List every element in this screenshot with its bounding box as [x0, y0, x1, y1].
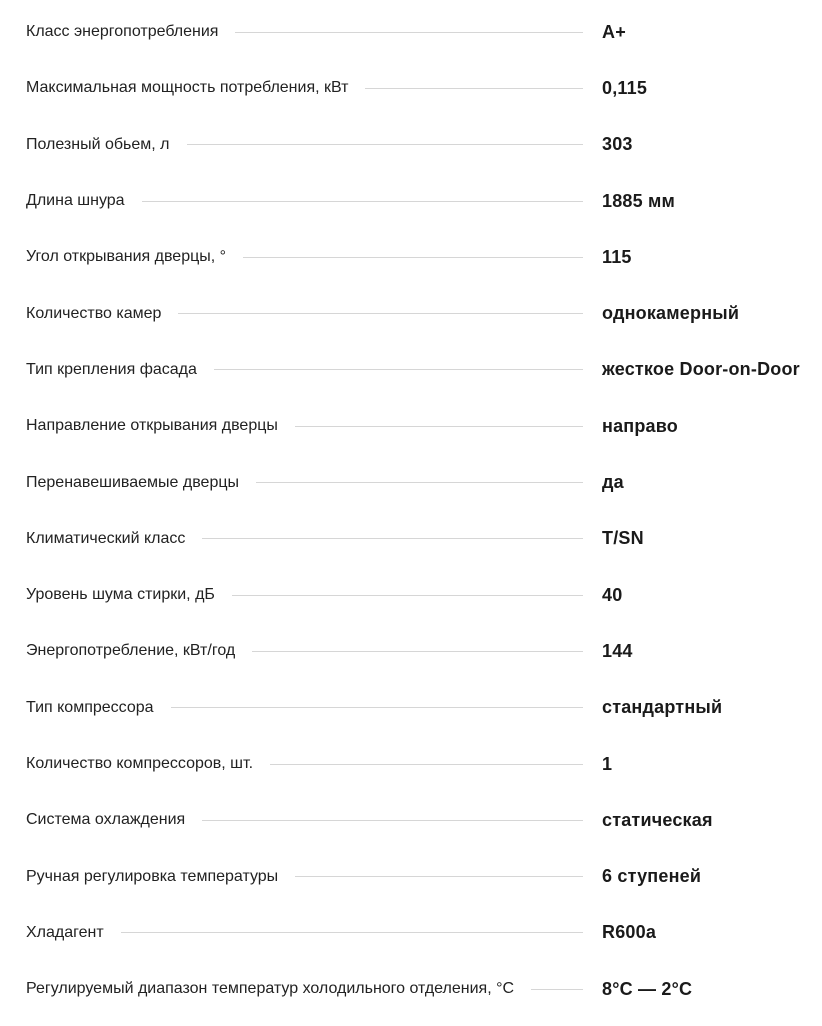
spec-value: 144 — [602, 640, 633, 661]
spec-label: Количество камер — [26, 304, 162, 322]
leader-line — [232, 595, 583, 596]
spec-row-compressor-type — [0, 680, 822, 736]
spec-label: Климатический класс — [26, 529, 186, 547]
spec-value: 115 — [602, 246, 632, 267]
spec-label-wrap — [26, 305, 583, 323]
spec-row-energy-consumption — [0, 623, 822, 679]
spec-label: Полезный обьем, л — [26, 135, 170, 153]
spec-label: Регулируемый диапазон температур холодильного отделения, °С — [26, 980, 515, 998]
spec-label-wrap — [26, 136, 583, 154]
spec-value: направо — [602, 415, 678, 436]
specifications-list — [0, 4, 822, 1017]
leader-line — [295, 426, 583, 427]
spec-row-refrigerant — [0, 905, 822, 961]
spec-label-wrap — [26, 980, 583, 998]
spec-label-wrap — [26, 755, 583, 773]
spec-value: однокамерный — [602, 303, 740, 324]
spec-label: Направление открывания дверцы — [26, 417, 278, 435]
spec-label: Количество компрессоров, шт. — [26, 755, 254, 772]
spec-value: 0,115 — [602, 77, 648, 98]
spec-label-wrap — [26, 248, 583, 266]
spec-label-wrap — [26, 474, 583, 492]
spec-row-volume — [0, 117, 822, 173]
leader-line — [178, 313, 583, 314]
spec-value: R600a — [602, 922, 657, 943]
spec-label-wrap — [26, 868, 583, 886]
spec-label: Система охлаждения — [26, 811, 186, 829]
spec-label: Длина шнура — [26, 192, 125, 210]
spec-row-energy-class — [0, 4, 822, 60]
spec-label-wrap — [26, 417, 583, 435]
spec-row-reversible-doors — [0, 454, 822, 510]
spec-row-temperature-range — [0, 961, 822, 1017]
spec-value: T/SN — [602, 528, 644, 549]
spec-label: Максимальная мощность потребления, кВт — [26, 79, 349, 97]
leader-line — [202, 820, 583, 821]
spec-row-door-angle — [0, 229, 822, 285]
leader-line — [252, 651, 583, 652]
leader-line — [142, 201, 583, 202]
spec-label-wrap — [26, 361, 583, 379]
leader-line — [214, 369, 583, 370]
spec-row-cooling-system — [0, 792, 822, 848]
leader-line — [270, 764, 583, 765]
spec-label: Тип крепления фасада — [26, 360, 197, 378]
spec-label-wrap — [26, 192, 583, 210]
spec-row-cord-length — [0, 173, 822, 229]
spec-label-wrap — [26, 79, 583, 97]
spec-label-wrap — [26, 811, 583, 829]
spec-label: Уровень шума стирки, дБ — [26, 586, 215, 604]
leader-line — [171, 707, 583, 708]
leader-line — [295, 876, 583, 877]
spec-value: статическая — [602, 809, 713, 830]
leader-line — [365, 88, 583, 89]
spec-row-door-direction — [0, 398, 822, 454]
spec-label: Класс энергопотребления — [26, 23, 219, 41]
spec-label: Энергопотребление, кВт/год — [26, 642, 236, 660]
spec-label: Тип компрессора — [26, 698, 154, 716]
spec-label: Перенавешиваемые дверцы — [26, 473, 239, 491]
spec-value: 8°C — 2°C — [602, 978, 693, 999]
spec-label-wrap — [26, 642, 583, 660]
leader-line — [243, 257, 583, 258]
spec-row-climate-class — [0, 511, 822, 567]
spec-label: Угол открывания дверцы, ° — [26, 248, 227, 266]
spec-row-chambers — [0, 285, 822, 341]
spec-value: 40 — [602, 584, 623, 605]
spec-label-wrap — [26, 530, 583, 548]
leader-line — [121, 932, 583, 933]
spec-label: Ручная регулировка температуры — [26, 867, 279, 885]
spec-value: да — [602, 472, 624, 493]
spec-row-noise-level — [0, 567, 822, 623]
leader-line — [531, 989, 583, 990]
spec-label-wrap — [26, 924, 583, 942]
leader-line — [256, 482, 583, 483]
spec-row-compressor-count — [0, 736, 822, 792]
spec-label-wrap — [26, 699, 583, 717]
leader-line — [235, 32, 583, 33]
spec-value: 303 — [602, 134, 633, 155]
spec-value: 1 — [602, 753, 613, 774]
leader-line — [187, 144, 583, 145]
spec-value: жесткое Door-on-Door — [602, 359, 800, 380]
spec-row-max-power — [0, 60, 822, 116]
spec-value: 1885 мм — [602, 190, 676, 211]
spec-value: стандартный — [602, 697, 723, 718]
spec-value: A+ — [602, 21, 626, 42]
spec-row-facade-mount — [0, 342, 822, 398]
spec-label-wrap — [26, 586, 583, 604]
spec-label: Хладагент — [26, 923, 104, 941]
spec-value: 6 ступеней — [602, 866, 702, 887]
spec-row-temperature-control — [0, 848, 822, 904]
spec-label-wrap — [26, 23, 583, 41]
leader-line — [202, 538, 583, 539]
